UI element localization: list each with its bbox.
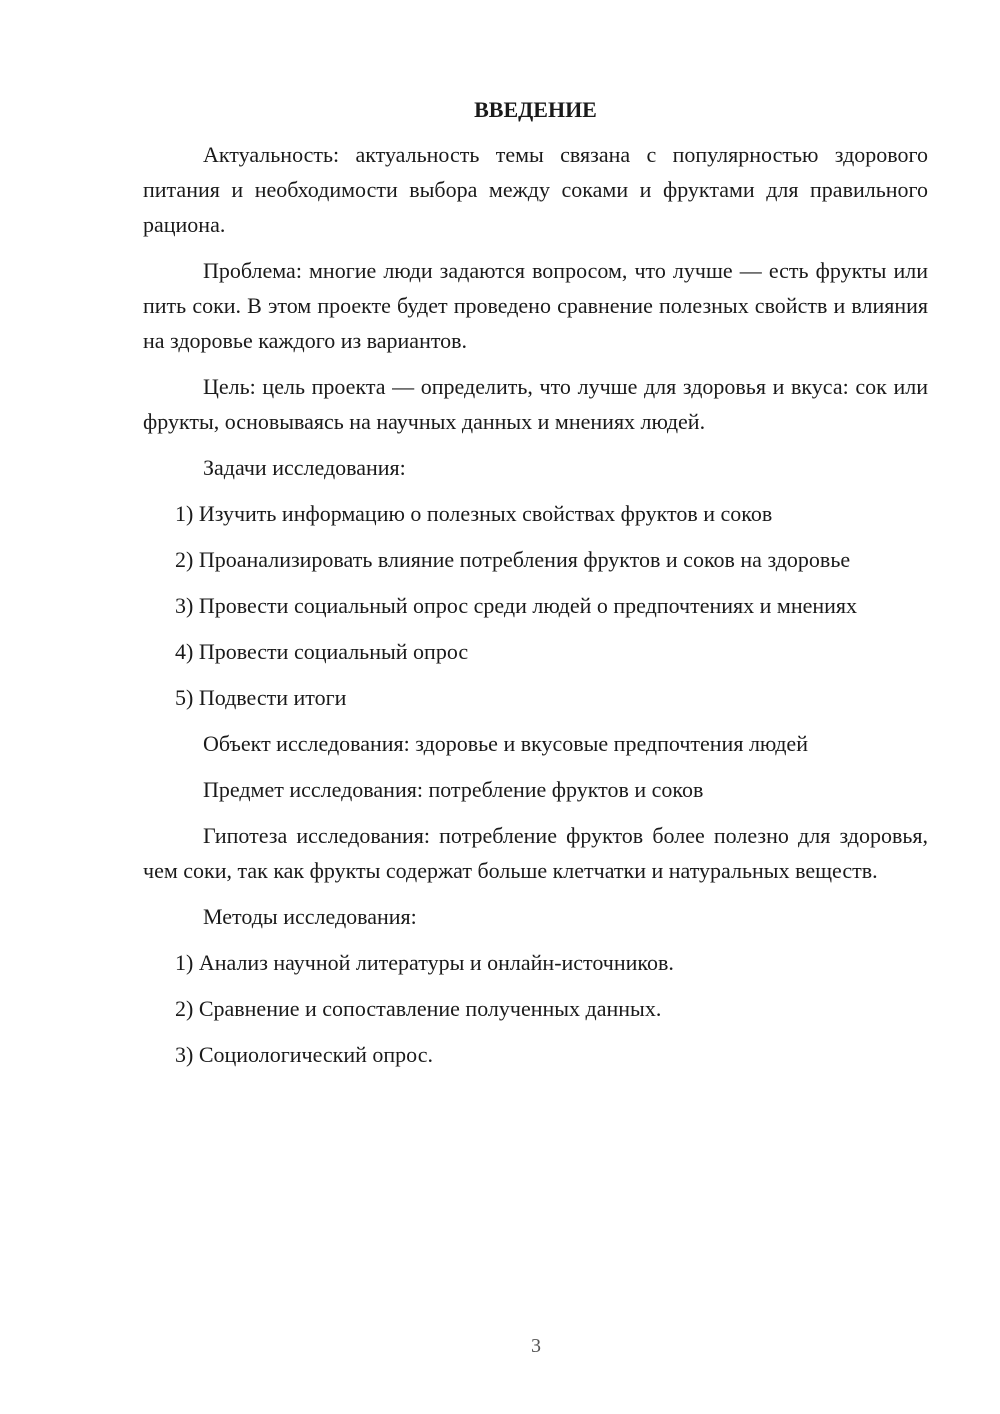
method-item-1: 1) Анализ научной литературы и онлайн-источников. bbox=[175, 950, 674, 975]
methods-heading: Методы исследования: bbox=[203, 904, 417, 929]
method-item-3: 3) Социологический опрос. bbox=[175, 1042, 433, 1067]
subject-paragraph: Предмет исследования: потребление фруктов и соков bbox=[203, 777, 704, 802]
task-item-2: 2) Проанализировать влияние потребления фруктов и соков на здоровье bbox=[175, 547, 851, 572]
page-number: 3 bbox=[531, 1335, 541, 1357]
section-title: ВВЕДЕНИЕ bbox=[474, 97, 597, 122]
hypothesis-paragraph: Гипотеза исследования: потребление фруктов более полезно для здоровья, чем соки, так как фрукты содержат больше клетчатки и натуральных веществ. bbox=[143, 823, 928, 883]
problem-paragraph: Проблема: многие люди задаются вопросом, что лучше — есть фрукты или пить соки. В этом проекте будет проведено сравнение полезных свойств и влияния на здоровье каждого из вариантов. bbox=[143, 258, 928, 353]
object-paragraph: Объект исследования: здоровье и вкусовые предпочтения людей bbox=[203, 731, 808, 756]
task-item-4: 4) Провести социальный опрос bbox=[175, 639, 469, 664]
tasks-heading: Задачи исследования: bbox=[203, 455, 406, 480]
task-item-3: 3) Провести социальный опрос среди людей о предпочтениях и мнениях bbox=[175, 593, 858, 618]
page-content bbox=[143, 94, 928, 1083]
goal-paragraph: Цель: цель проекта — определить, что лучше для здоровья и вкуса: сок или фрукты, основываясь на научных данных и мнениях людей. bbox=[143, 374, 928, 434]
method-item-2: 2) Сравнение и сопоставление полученных данных. bbox=[175, 996, 662, 1021]
relevance-paragraph: Актуальность: актуальность темы связана с популярностью здорового питания и необходимости выбора между соками и фруктами для правильного рациона. bbox=[143, 142, 928, 237]
task-item-1: 1) Изучить информацию о полезных свойствах фруктов и соков bbox=[175, 501, 773, 526]
task-item-5: 5) Подвести итоги bbox=[175, 685, 347, 710]
